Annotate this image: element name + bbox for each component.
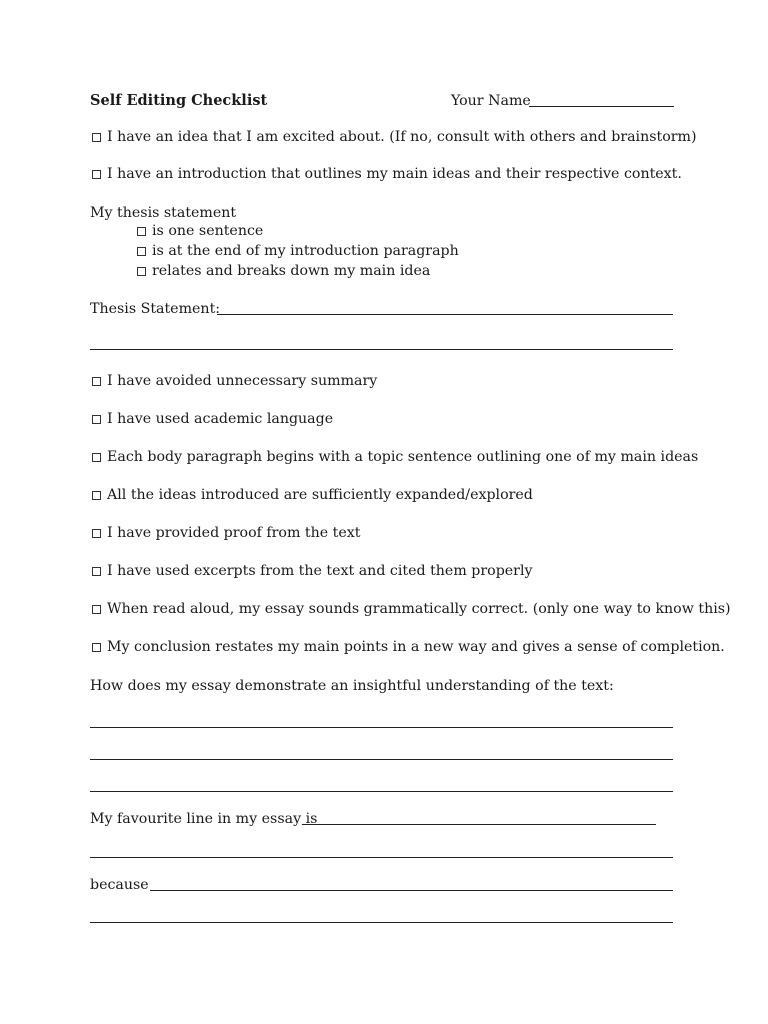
checkbox[interactable]: [137, 267, 146, 276]
answer-line[interactable]: [90, 759, 673, 760]
name-field-line[interactable]: [529, 106, 674, 107]
checklist-item-label: I have used academic language: [107, 411, 334, 427]
checkbox[interactable]: [92, 605, 101, 614]
checklist-item: [92, 410, 333, 428]
checkbox[interactable]: [92, 415, 101, 424]
checklist-item-label: My conclusion restates my main points in a new way and gives a sense of completion.: [107, 639, 725, 655]
thesis-subitem: [137, 242, 459, 260]
checkbox[interactable]: [137, 247, 146, 256]
thesis-subitem-label: relates and breaks down my main idea: [152, 263, 431, 279]
checklist-item-label: I have provided proof from the text: [107, 525, 361, 541]
thesis-statement-line[interactable]: [217, 314, 673, 315]
thesis-subitem: [137, 222, 263, 240]
checklist-item: [92, 128, 697, 146]
checkbox[interactable]: [92, 643, 101, 652]
answer-line[interactable]: [90, 857, 673, 858]
because-label: because: [90, 877, 149, 893]
name-label: Your Name: [451, 93, 531, 109]
checkbox[interactable]: [92, 133, 101, 142]
checkbox[interactable]: [92, 567, 101, 576]
checkbox[interactable]: [92, 170, 101, 179]
checklist-item: [92, 165, 682, 183]
checkbox[interactable]: [92, 453, 101, 462]
checklist-item: [92, 524, 360, 542]
thesis-subitem: [137, 262, 430, 280]
checklist-item: [92, 372, 377, 390]
checkbox[interactable]: [92, 529, 101, 538]
thesis-statement-label: Thesis Statement:: [90, 301, 221, 317]
checklist-item-label: I have an idea that I am excited about. (If no, consult with others and brainstorm): [107, 129, 697, 145]
thesis-subitem-label: is at the end of my introduction paragraph: [152, 243, 459, 259]
favourite-line-label: My favourite line in my essay is: [90, 811, 318, 827]
checklist-item: [92, 638, 725, 656]
checklist-item: [92, 486, 533, 504]
checkbox[interactable]: [92, 491, 101, 500]
checkbox[interactable]: [137, 227, 146, 236]
favourite-line-field[interactable]: [302, 824, 656, 825]
answer-line[interactable]: [90, 922, 673, 923]
checklist-item-label: When read aloud, my essay sounds grammatically correct. (only one way to know this): [107, 601, 731, 617]
because-field[interactable]: [150, 890, 673, 891]
checklist-item-label: I have avoided unnecessary summary: [107, 373, 378, 389]
checklist-item-label: I have used excerpts from the text and cited them properly: [107, 563, 533, 579]
checklist-item: [92, 562, 533, 580]
insight-question: How does my essay demonstrate an insightful understanding of the text:: [90, 678, 614, 694]
thesis-subitem-label: is one sentence: [152, 223, 264, 239]
checklist-item: [92, 600, 731, 618]
thesis-intro: My thesis statement: [90, 205, 237, 221]
page-title: Self Editing Checklist: [90, 92, 268, 109]
answer-line[interactable]: [90, 791, 673, 792]
checkbox[interactable]: [92, 377, 101, 386]
checklist-item-label: All the ideas introduced are sufficiently expanded/explored: [107, 487, 533, 503]
answer-line[interactable]: [90, 727, 673, 728]
checklist-item-label: I have an introduction that outlines my main ideas and their respective context.: [107, 166, 682, 182]
checklist-item-label: Each body paragraph begins with a topic sentence outlining one of my main ideas: [107, 449, 699, 465]
thesis-statement-line[interactable]: [90, 349, 673, 350]
checklist-item: [92, 448, 698, 466]
